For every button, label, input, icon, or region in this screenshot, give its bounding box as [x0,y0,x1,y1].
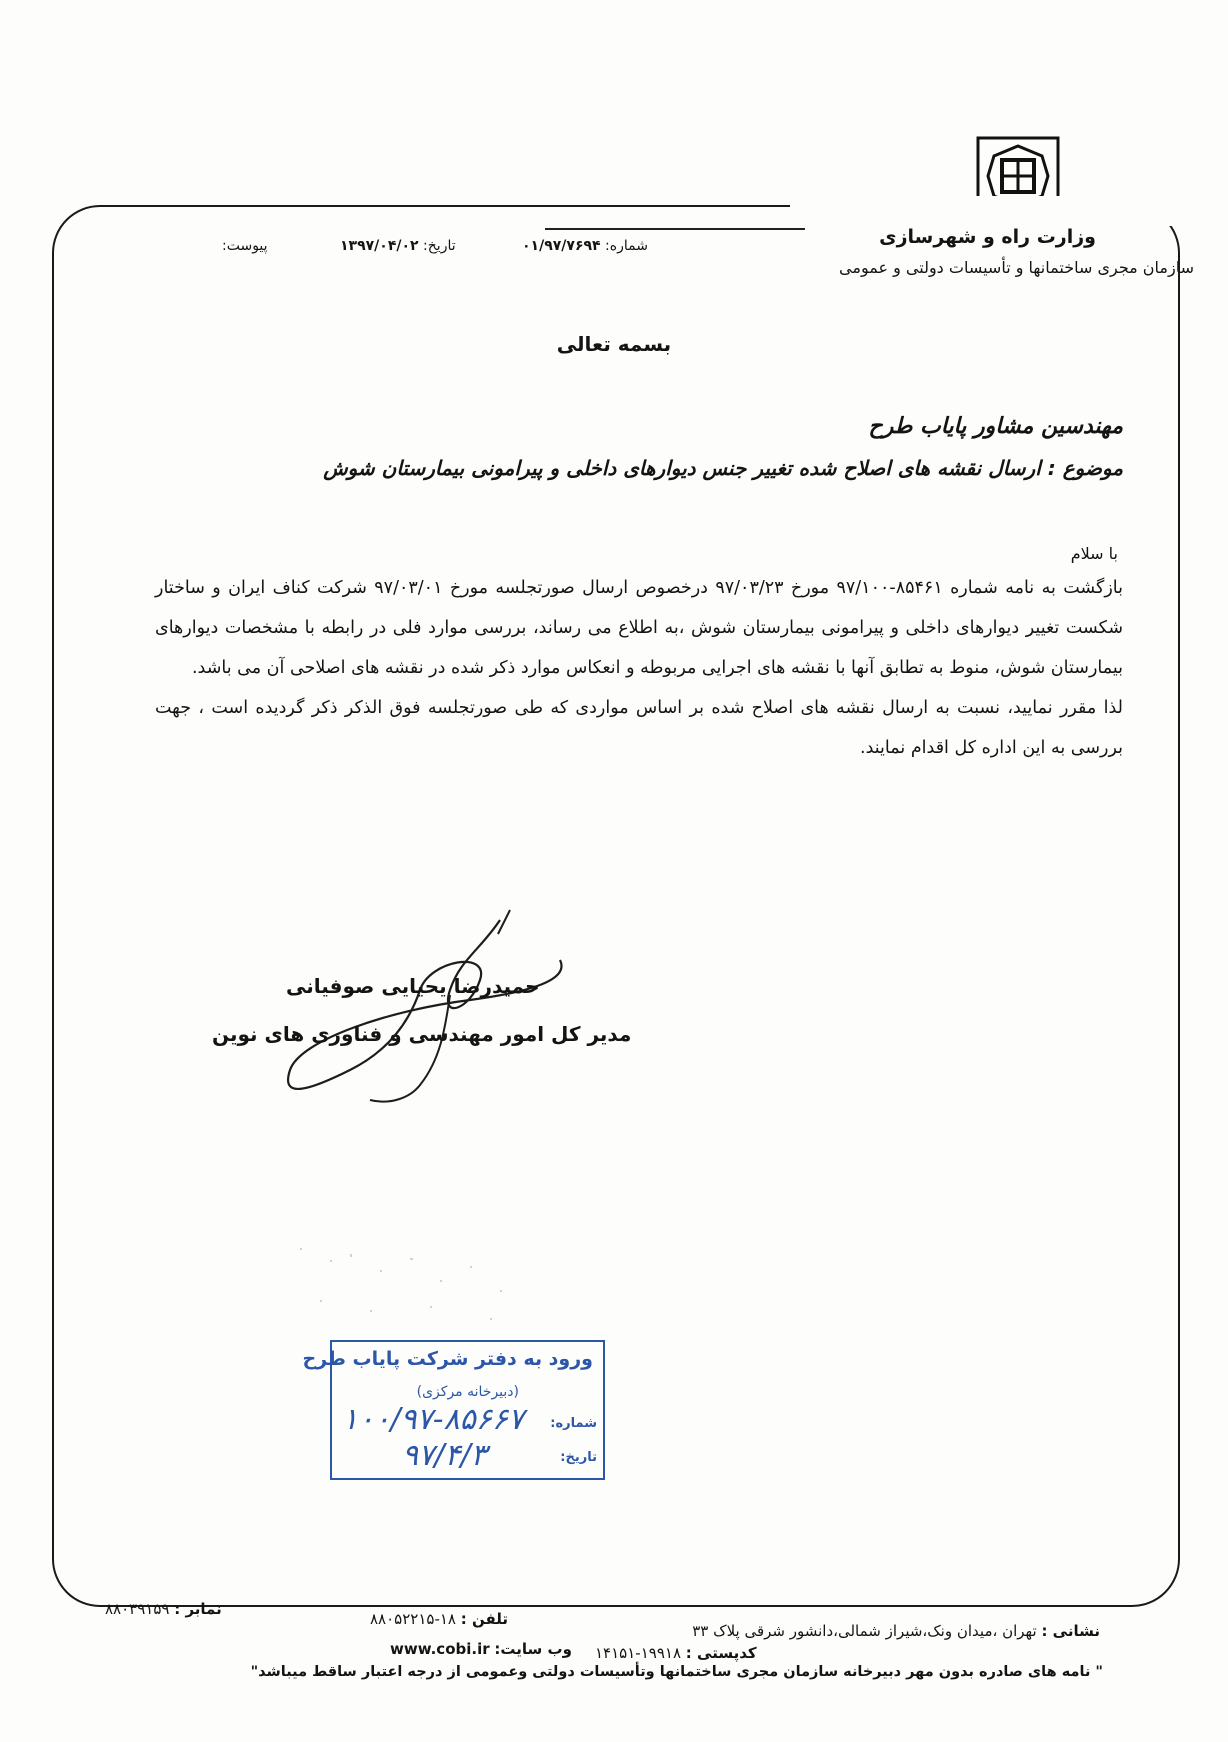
subject-line: موضوع : ارسال نقشه های اصلاح شده تغییر جنس دیوارهای داخلی و پیرامونی بیمارستان شوش [323,456,1123,480]
organization-name: سازمان مجری ساختمانها و تأسیسات دولتی و عمومی [839,258,1194,277]
signer-name: حمیدرضا یحیایی صوفیانی [286,974,540,998]
phone-value: ۱۸-۸۸۰۵۲۲۱۵ [370,1610,456,1628]
footer-website [390,1640,572,1658]
header-divider [545,228,805,230]
letter-body [155,568,1123,768]
phone-label: تلفن : [460,1610,509,1628]
frame-gap [790,196,1210,226]
receipt-stamp [302,1340,605,1480]
address-label: نشانی : [1041,1622,1100,1640]
postal-label: کدپستی : [685,1644,757,1662]
number-value: ۰۱/۹۷/۷۶۹۴ [522,238,601,254]
ministry-name: وزارت راه و شهرسازی [879,226,1096,248]
handwritten-signature [270,900,580,1120]
stamp-title: ورود به دفتر شرکت پایاب طرح [302,1348,593,1370]
stamp-date-value: ۹۷/۴/۳ [402,1438,487,1473]
date-label: تاریخ: [423,238,456,254]
website-value[interactable]: www.cobi.ir [390,1640,490,1658]
fax-value: ۸۸۰۳۹۱۵۹ [105,1600,170,1618]
letter-number [522,238,648,254]
footer-fax [105,1600,222,1618]
footer-postal [595,1644,757,1662]
footer-address [692,1622,1100,1640]
stamp-subtitle: (دبیرخانه مرکزی) [416,1384,519,1400]
scan-speckle [290,1240,540,1330]
postal-value: ۱۹۹۱۸-۱۴۱۵۱ [595,1644,682,1662]
letter-date [340,238,456,254]
fax-label: نمابر : [174,1600,222,1618]
recipient: مهندسین مشاور پایاب طرح [868,414,1123,439]
stamp-number-value: ۱۰۰/۹۷-۸۵۶۶۷ [342,1402,525,1437]
website-label: وب سایت: [494,1640,572,1658]
number-label: شماره: [605,238,648,254]
signer-title: مدیر کل امور مهندسی و فناوری های نوین [212,1022,632,1046]
basmala: بسمه تعالی [556,332,672,356]
address-value: تهران ،میدان ونک،شیراز شمالی،دانشور شرقی پلاک ۳۳ [692,1622,1037,1640]
footer-validity-note: " نامه های صادره بدون مهر دبیرخانه سازمان مجری ساختمانها وتأسیسات دولتی وعمومی از درجه اعتبار ساقط میباشد" [250,1664,1103,1680]
stamp-number-label: شماره: [550,1416,597,1431]
attachment [222,238,268,254]
greeting: با سلام [1070,544,1118,563]
attachment-label: پیوست: [222,238,268,254]
body-paragraph-1: بازگشت به نامه شماره ۸۵۴۶۱-۹۷/۱۰۰ مورخ ۹۷/۰۳/۲۳ درخصوص ارسال صورتجلسه مورخ ۹۷/۰۳/۰۱ شرکت کناف ایران و ساختار شکست تغییر دیوارهای داخلی و پیرامونی بیمارستان شوش ،به اطلاع می رساند، بررسی موارد فلی در رابطه با مشخصات دیوارهای بیمارستان شوش، منوط به تطابق آنها با نقشه های اجرایی مربوطه و انعکاس موارد ذکر شده در نقشه های اصلاحی آن می باشد. [155,578,1123,678]
body-paragraph-2: لذا مقرر نمایید، نسبت به ارسال نقشه های اصلاح شده بر اساس مواردی که طی صورتجلسه فوق الذکر ذکر گردیده است ، جهت بررسی به این اداره کل اقدام نمایند. [155,698,1123,758]
stamp-date-label: تاریخ: [560,1450,597,1465]
date-value: ۱۳۹۷/۰۴/۰۲ [340,238,419,254]
footer-phone [370,1610,508,1628]
